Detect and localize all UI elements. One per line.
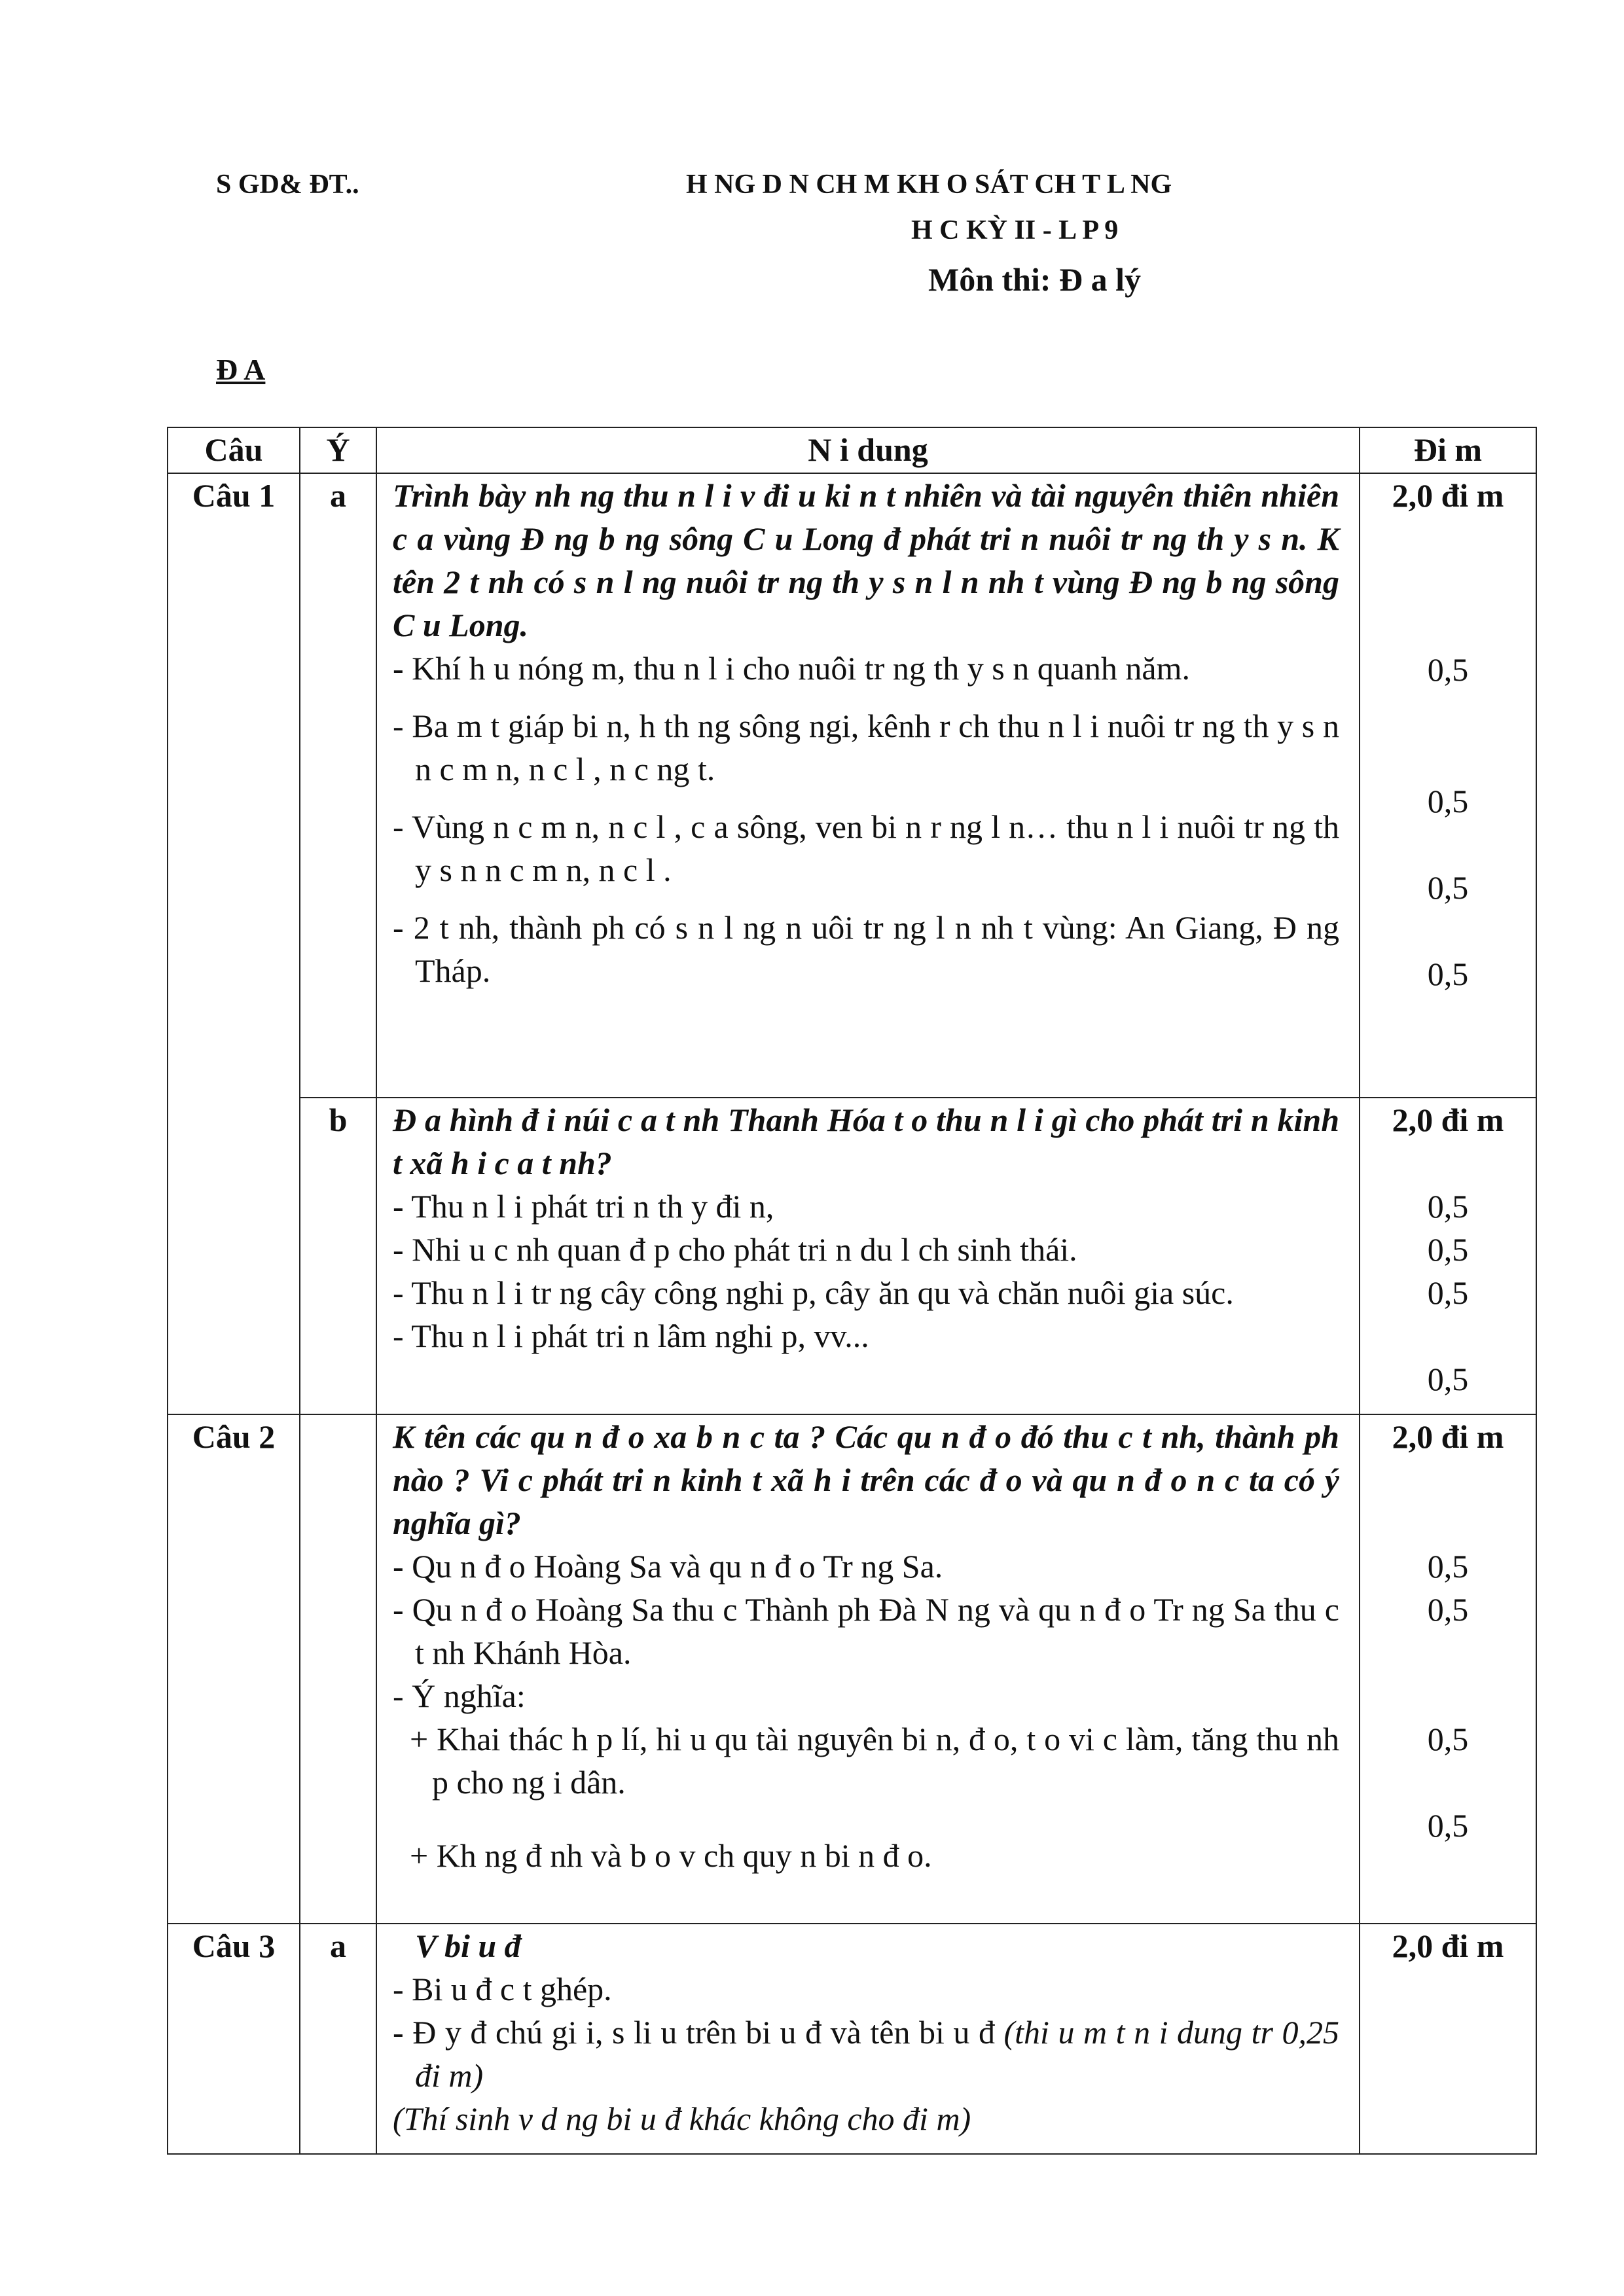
- section-label: Đ A: [216, 353, 266, 386]
- answer-point: - Bi u đ c t ghép.: [393, 1971, 612, 2007]
- answer-point: - Qu n đ o Hoàng Sa và qu n đ o Tr ng Sa.: [393, 1548, 943, 1585]
- score-cell: [1360, 473, 1536, 1098]
- score-value: 0,5: [1427, 1231, 1469, 1268]
- total-score: 2,0 đi m: [1392, 477, 1504, 514]
- answer-point: - Khí h u nóng m, thu n l i cho nuôi tr ng th y s n quanh năm.: [393, 650, 1190, 687]
- content-cell: [376, 1098, 1360, 1414]
- answer-point: - Thu n l i phát tri n th y đi n,: [393, 1188, 774, 1225]
- col-header-diem: Đi m: [1360, 427, 1536, 473]
- deduction-note: (thi u m t n i dung tr 0,25 đi m): [415, 2014, 1339, 2094]
- answer-point: + Kh ng đ nh và b o v ch quy n bi n đ o.: [410, 1837, 932, 1874]
- table-row: [168, 1098, 1536, 1414]
- department-header: S GD& ĐT..: [216, 170, 359, 200]
- col-header-y: Ý: [300, 427, 376, 473]
- answer-text: - Đ y đ chú gi i, s li u trên bi u đ và tên bi u đ: [393, 2014, 1004, 2051]
- answer-point: - Vùng n c m n, n c l , c a sông, ven bi n r ng l n… thu n l i nuôi tr ng th y s n n c m n, n c l .: [393, 808, 1339, 888]
- score-value: 0,5: [1427, 1361, 1469, 1397]
- answer-point: [393, 2011, 1339, 2097]
- content-cell: [376, 1924, 1360, 2154]
- question-number-2: Câu 2: [168, 1414, 300, 1924]
- sub-item-a: a: [300, 1924, 376, 2154]
- answer-point: - Qu n đ o Hoàng Sa thu c Thành ph Đà N ng và qu n đ o Tr ng Sa thu c t nh Khánh Hòa.: [393, 1591, 1339, 1671]
- answer-point: - Thu n l i tr ng cây công nghi p, cây ăn qu và chăn nuôi gia súc.: [393, 1274, 1234, 1311]
- answer-point: - Thu n l i phát tri n lâm nghi p, vv...: [393, 1318, 869, 1354]
- total-score: 2,0 đi m: [1392, 1928, 1504, 1964]
- sub-item-b: b: [300, 1098, 376, 1414]
- col-header-noidung: N i dung: [376, 427, 1360, 473]
- score-value: 0,5: [1427, 1591, 1469, 1628]
- score-value: 0,5: [1427, 869, 1469, 906]
- content-cell: [376, 473, 1360, 1098]
- question-text: K tên các qu n đ o xa b n c ta ? Các qu n đ o đó thu c t nh, thành ph nào ? Vi c phát tri n kinh t xã h i trên các đ o và qu n đ o n c ta có ý nghĩa gì?: [393, 1418, 1339, 1541]
- total-score: 2,0 đi m: [1392, 1418, 1504, 1455]
- question-text: Trình bày nh ng thu n l i v đi u ki n t nhiên và tài nguyên thiên nhiên c a vùng Đ ng b ng sông C u Long đ phát tri n nuôi tr ng th y s n. K tên 2 t nh có s n l ng nuôi tr ng th y s n l n nh t vùng Đ ng b ng sông C u Long.: [393, 477, 1339, 643]
- score-value: 0,5: [1427, 1548, 1469, 1585]
- document-title: H NG D N CH M KH O SÁT CH T L NG: [686, 170, 1172, 200]
- score-cell: [1360, 1924, 1536, 2154]
- score-value: 0,5: [1427, 1188, 1469, 1225]
- grading-table: [167, 427, 1537, 2155]
- score-cell: [1360, 1414, 1536, 1924]
- table-row: [168, 1924, 1536, 2154]
- score-value: 0,5: [1427, 956, 1469, 992]
- sub-item-a: a: [300, 473, 376, 1098]
- answer-point: - Ba m t giáp bi n, h th ng sông ngi, kênh r ch thu n l i nuôi tr ng th y s n n c m n, n c l , n c ng t.: [393, 708, 1339, 787]
- document-subtitle: H C KỲ II - L P 9: [911, 215, 1119, 245]
- grading-note: (Thí sinh v d ng bi u đ khác không cho đi m): [393, 2100, 971, 2137]
- answer-point: - Ý nghĩa:: [393, 1677, 526, 1714]
- answer-point: - Nhi u c nh quan đ p cho phát tri n du l ch sinh thái.: [393, 1231, 1077, 1268]
- score-cell: [1360, 1098, 1536, 1414]
- score-value: 0,5: [1427, 1807, 1469, 1844]
- question-number-1: Câu 1: [168, 473, 300, 1414]
- score-value: 0,5: [1427, 783, 1469, 819]
- col-header-cau: Câu: [168, 427, 300, 473]
- content-cell: [376, 1414, 1360, 1924]
- question-text: Đ a hình đ i núi c a t nh Thanh Hóa t o thu n l i gì cho phát tri n kinh t xã h i c a t nh?: [393, 1102, 1339, 1181]
- total-score: 2,0 đi m: [1392, 1102, 1504, 1138]
- question-number-3: Câu 3: [168, 1924, 300, 2154]
- answer-point: - 2 t nh, thành ph có s n l ng n uôi tr ng l n nh t vùng: An Giang, Đ ng Tháp.: [393, 909, 1339, 989]
- score-value: 0,5: [1427, 1721, 1469, 1757]
- sub-item-empty: [300, 1414, 376, 1924]
- table-header-row: [168, 427, 1536, 473]
- subject-label: Môn thi: Đ a lý: [928, 261, 1141, 298]
- answer-point: + Khai thác h p lí, hi u qu tài nguyên bi n, đ o, t o vi c làm, tăng thu nh p cho ng i dân.: [410, 1721, 1339, 1801]
- table-row: [168, 1414, 1536, 1924]
- score-value: 0,5: [1427, 651, 1469, 688]
- question-text: V bi u đ: [415, 1928, 521, 1964]
- table-row: [168, 473, 1536, 1098]
- score-value: 0,5: [1427, 1274, 1469, 1311]
